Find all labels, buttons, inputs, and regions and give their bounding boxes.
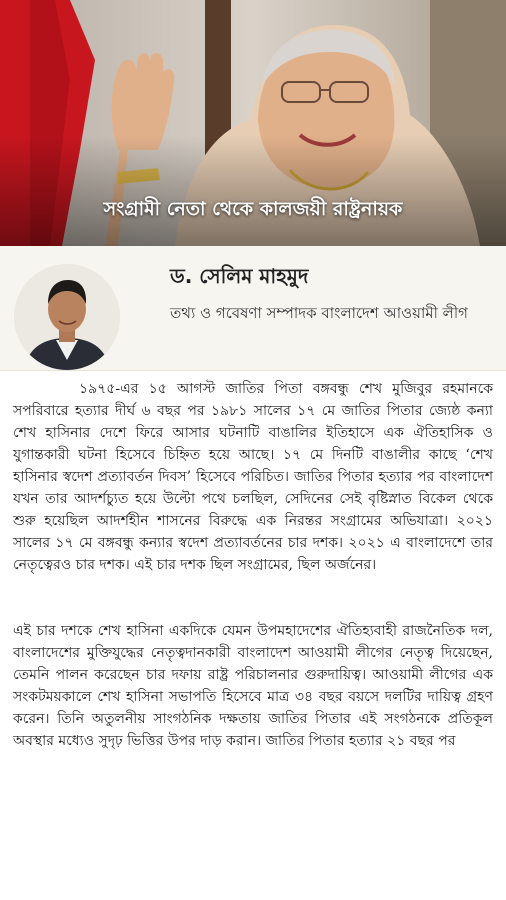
- author-name: ড. সেলিম মাহমুদ: [170, 264, 309, 288]
- author-avatar: [14, 264, 120, 370]
- article-body: [13, 378, 493, 796]
- hero-title: সংগ্রামী নেতা থেকে কালজয়ী রাষ্ট্রনায়ক: [103, 198, 403, 220]
- article-paragraph: এই চার দশকে শেখ হাসিনা একদিকে যেমন উপমহাদেশের ঐতিহ্যবাহী রাজনৈতিক দল, বাংলাদেশের মুক্তিযুদ্ধের নেতৃত্বদানকারী বাংলাদেশ আওয়ামী লীগের নেতৃত্ব দিয়েছেন, তেমনি পালন করেছেন চার দফায় রাষ্ট্র পরিচালনার গুরুদায়িত্ব। আওয়ামী লীগের এক সংকটময়কালে শেখ হাসিনা সভাপতি হিসেবে মাত্র ৩৪ বছর বয়সে দলটির দায়িত্ব গ্রহণ করেন। তিনি অতুলনীয় সাংগঠনিক দক্ষতায় জাতির পিতার এই সংগঠনকে প্রতিকূল অবস্থার মধ্যেও সুদৃঢ় ভিত্তির উপর দাড় করান। জাতির পিতার হত্যার ২১ বছর পর: [13, 623, 493, 749]
- article-paragraph: ১৯৭৫-এর ১৫ আগস্ট জাতির পিতা বঙ্গবন্ধু শেখ মুজিবুর রহমানকে সপরিবারে হত্যার দীর্ঘ ৬ বছর পর ১৯৮১ সালের ১৭ মে জাতির পিতার জ্যেষ্ঠ কন্যা শেখ হাসিনার দেশে ফিরে আসার ঘটনাটি বাঙালির ইতিহাসে এক ঐতিহাসিক ও যুগান্তকারী ঘটনা হিসেবে চিহ্নিত হয়ে আছে। ১৭ মে দিনটি বাঙালীর কাছে ‘শেখ হাসিনার স্বদেশ প্রত্যাবর্তন দিবস’ হিসেবে পরিচিত। জাতির পিতার হত্যার পর বাংলাদেশ যখন তার আদর্শচ্যুত হয়ে উল্টো পথে চলছিল, সেদিনের সেই বৃষ্টিস্নাত বিকেল থেকে শুরু হয়েছিল আদর্শহীন শাসনের বিরুদ্ধে এক নিরন্তর সংগ্রামের অভিযাত্রা। ২০২১ সালের ১৭ মে বঙ্গবন্ধু কন্যার স্বদেশ প্রত্যাবর্তনের চার দশক। ২০২১ এ বাংলাদেশে তার নেতৃত্বেরও চার দশক। এই চার দশক ছিল সংগ্রামের, ছিল অর্জনের।: [13, 381, 493, 573]
- hero-banner: [0, 0, 506, 246]
- author-role: তথ্য ও গবেষণা সম্পাদক বাংলাদেশ আওয়ামী লীগ: [170, 304, 468, 322]
- author-card: [0, 246, 506, 371]
